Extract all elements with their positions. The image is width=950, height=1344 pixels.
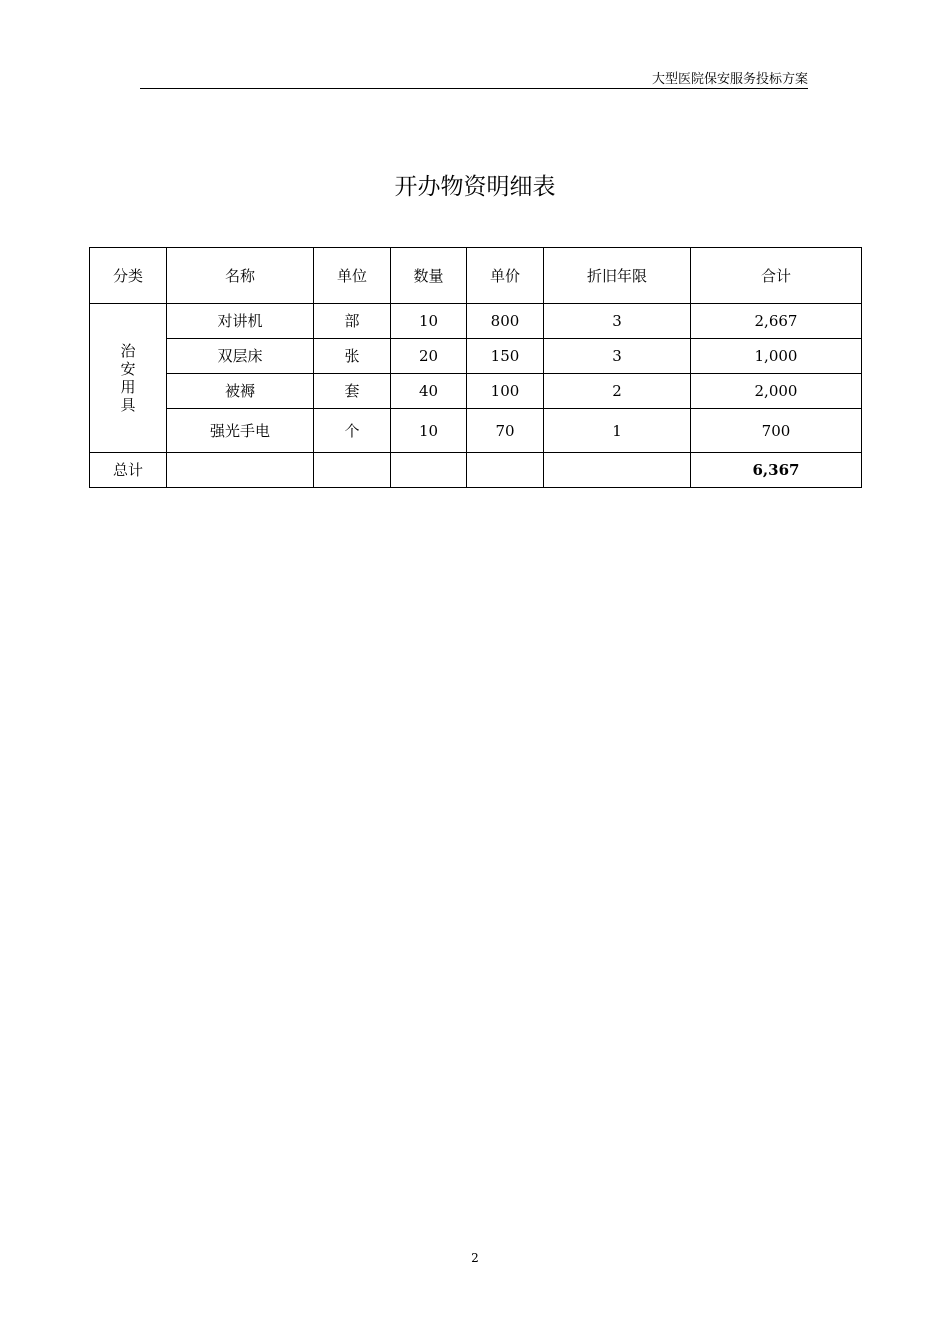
startup-materials-table: [89, 247, 862, 488]
table-summary-row: [90, 453, 862, 488]
table-row: [90, 339, 862, 374]
table-header-row: [90, 248, 862, 304]
header-rule: [140, 88, 808, 89]
column-header-quantity: 数量: [391, 248, 467, 304]
column-header-depreciation-years: 折旧年限: [544, 248, 691, 304]
item-name: 强光手电: [167, 409, 314, 453]
item-depreciation-years: 3: [544, 304, 691, 339]
summary-label: 总计: [90, 453, 167, 488]
column-header-total: 合计: [691, 248, 862, 304]
item-unit-price: 100: [467, 374, 544, 409]
item-quantity: 10: [391, 304, 467, 339]
grand-total: 6,367: [691, 453, 862, 488]
item-unit: 部: [314, 304, 391, 339]
running-header: 大型医院保安服务投标方案: [651, 72, 808, 87]
table-row: [90, 409, 862, 453]
page-number: 2: [471, 1251, 479, 1265]
column-header-unit: 单位: [314, 248, 391, 304]
item-unit-price: 150: [467, 339, 544, 374]
item-name: 被褥: [167, 374, 314, 409]
item-depreciation-years: 1: [544, 409, 691, 453]
item-depreciation-years: 2: [544, 374, 691, 409]
empty-cell: [391, 453, 467, 488]
empty-cell: [544, 453, 691, 488]
item-depreciation-years: 3: [544, 339, 691, 374]
item-total: 700: [691, 409, 862, 453]
item-unit-price: 800: [467, 304, 544, 339]
item-total: 2,667: [691, 304, 862, 339]
item-unit-price: 70: [467, 409, 544, 453]
item-unit: 个: [314, 409, 391, 453]
item-name: 双层床: [167, 339, 314, 374]
item-quantity: 20: [391, 339, 467, 374]
item-name: 对讲机: [167, 304, 314, 339]
item-total: 1,000: [691, 339, 862, 374]
table-row: [90, 374, 862, 409]
item-unit: 张: [314, 339, 391, 374]
category-cell: [90, 304, 167, 453]
column-header-unit-price: 单价: [467, 248, 544, 304]
column-header-name: 名称: [167, 248, 314, 304]
item-unit: 套: [314, 374, 391, 409]
table-row: [90, 304, 862, 339]
item-quantity: 40: [391, 374, 467, 409]
category-label: 治安用具: [120, 342, 136, 414]
document-title: 开办物资明细表: [394, 174, 556, 200]
item-quantity: 10: [391, 409, 467, 453]
empty-cell: [467, 453, 544, 488]
empty-cell: [314, 453, 391, 488]
empty-cell: [167, 453, 314, 488]
column-header-category: 分类: [90, 248, 167, 304]
item-total: 2,000: [691, 374, 862, 409]
